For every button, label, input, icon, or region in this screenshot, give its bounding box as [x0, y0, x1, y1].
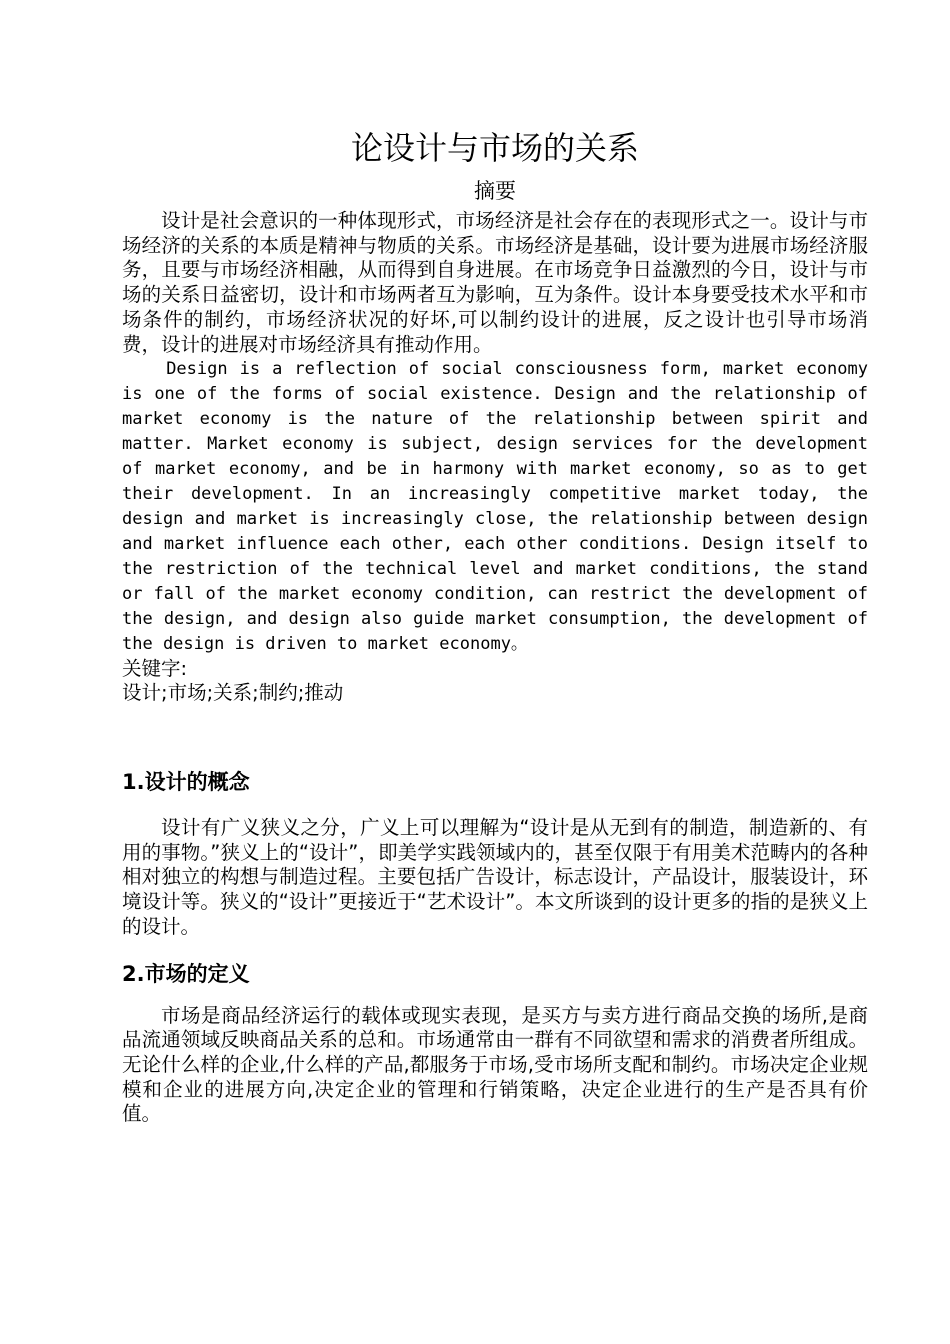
document-title: 论设计与市场的关系: [350, 129, 639, 167]
section-heading: 1.设计的概念: [122, 770, 250, 795]
abstract-english: Design is a reflection of social consciousness form, market economy is one of the forms of social existence. Design and the relationship of market economy is the nature of the relationship between spirit and matter. Market economy is subject, design services for the development of market economy, and be in harmony with market economy, so as to get their development. In an increasingly competitive market today, the design and market is increasingly close, the relationship between design and market influence each other, each other conditions. Design itself to the restriction of the technical level and market conditions, the stand or fall of the market economy condition, can restrict the development of the design, and design also guide market consumption, the development of the design is driven to market economy。: [122, 359, 868, 654]
abstract-heading: 摘要: [474, 179, 516, 203]
keywords-label: 关键字:: [122, 656, 188, 680]
keywords-list: 设计;市场;关系;制约;推动: [122, 681, 344, 705]
section-heading: 2.市场的定义: [122, 961, 250, 986]
abstract-chinese: 设计是社会意识的一种体现形式，市场经济是社会存在的表现形式之一。设计与市场经济的关系的本质是精神与物质的关系。市场经济是基础，设计要为进展市场经济服务，且要与市场经济相融，从而得到自身进展。在市场竞争日益激烈的今日，设计与市场的关系日益密切，设计和市场两者互为影响，互为条件。设计本身要受技术水平和市场条件的制约，市场经济状况的好坏,可以制约设计的进展，反之设计也引导市场消费，设计的进展对市场经济具有推动作用。: [122, 209, 868, 356]
section-body: 市场是商品经济运行的载体或现实表现，是买方与卖方进行商品交换的场所,是商品流通领域反映商品关系的总和。市场通常由一群有不同欲望和需求的消费者所组成。无论什么样的企业,什么样的产品,都服务于市场,受市场所支配和制约。市场决定企业规模和企业的进展方向,决定企业的管理和行销策略，决定企业进行的生产是否具有价值。: [122, 1003, 868, 1126]
section-body: 设计有广义狭义之分，广义上可以理解为“设计是从无到有的制造，制造新的、有用的事物。”狭义上的“设计”，即美学实践领域内的，甚至仅限于有用美术范畴内的各种相对独立的构想与制造过程。主要包括广告设计，标志设计，产品设计，服装设计，环境设计等。狭义的“设计”更接近于“艺术设计”。本文所谈到的设计更多的指的是狭义上的设计。: [122, 816, 868, 938]
document-page: [122, 120, 868, 1127]
